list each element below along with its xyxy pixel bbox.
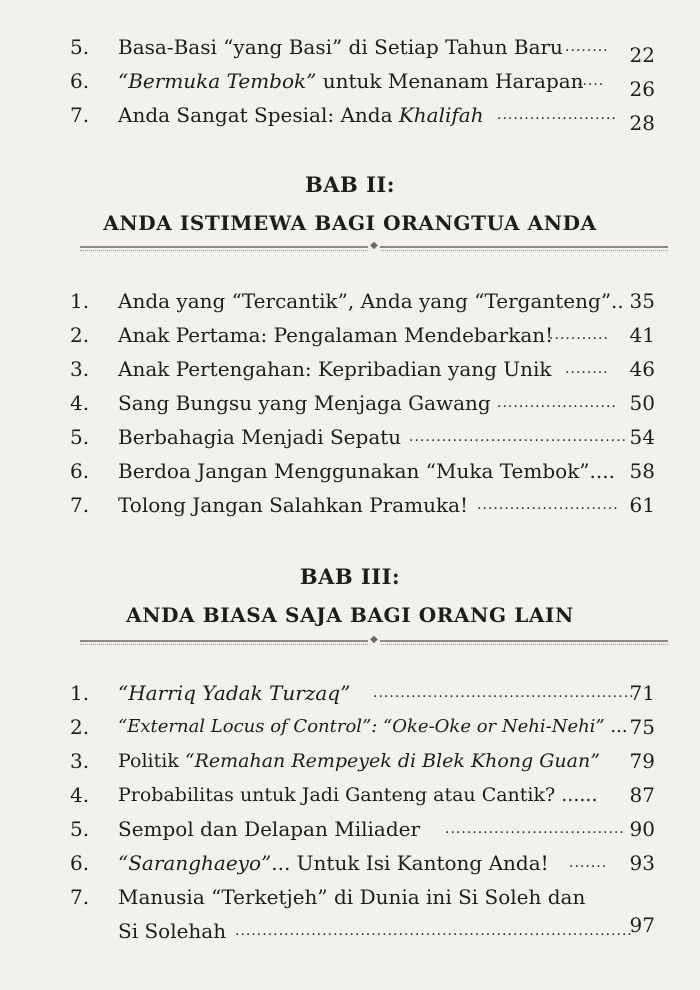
toc-entry[interactable]: 5. Berbahagia Menjadi Sepatu ........................................ 54	[70, 420, 655, 454]
leader-dots: .......	[569, 855, 608, 871]
toc-section-chapter2	[70, 284, 655, 522]
leader-dots: .........................................................................	[235, 923, 633, 939]
toc-entry[interactable]: 2. Anak Pertama: Pengalaman Mendebarkan! ........... 41	[70, 318, 655, 352]
toc-entry[interactable]: 7. Tolong Jangan Salahkan Pramuka! .......................... 61	[70, 488, 655, 522]
leader-dots: .....	[577, 73, 605, 89]
leader-dots: ........	[565, 39, 609, 55]
leader-dots: ........................................	[409, 429, 628, 445]
toc-entry[interactable]: 2. “External Locus of Control”: “Oke-Oke or Nehi-Nehi” ... 75	[70, 715, 655, 739]
leader-dots: ........	[565, 361, 609, 377]
chapter-label: BAB III:	[299, 564, 401, 589]
toc-entry[interactable]: 7. Manusia “Terketjeh” di Dunia ini Si Soleh dan Si Solehah ......................................................................... 97	[70, 880, 655, 948]
leader-dots: ..........................	[477, 497, 619, 513]
toc-entry[interactable]: 1. Anda yang “Tercantik”, Anda yang “Terganteng”.. 35	[70, 289, 655, 313]
toc-entry[interactable]: 3. Politik “Remahan Rempeyek di Blek Khong Guan” 79	[70, 749, 655, 773]
toc-section-chapter3	[70, 676, 655, 948]
chapter-heading	[0, 172, 700, 235]
divider-ornament-icon: ◆	[368, 634, 380, 645]
chapter-title: ANDA ISTIMEWA BAGI ORANGTUA ANDA	[103, 211, 597, 235]
chapter-label: BAB II:	[304, 172, 395, 197]
leader-dots: ...........	[549, 327, 609, 343]
toc-entry[interactable]: 1. “Harriq Yadak Turzaq” ................................................ 71	[70, 676, 655, 710]
toc-entry[interactable]: 5. Basa-Basi “yang Basi” di Setiap Tahun Baru ........ 22	[70, 30, 655, 64]
divider-ornament-icon: ◆	[368, 240, 380, 251]
toc-entry[interactable]: 5. Sempol dan Delapan Miliader ................................. 90	[70, 812, 655, 846]
toc-entry[interactable]: 6. “Bermuka Tembok” untuk Menanam Harapan ..... 26	[70, 64, 655, 98]
chapter-title: ANDA BIASA SAJA BAGI ORANG LAIN	[126, 603, 574, 627]
leader-dots: ......................	[497, 395, 617, 411]
ornamental-divider	[80, 634, 668, 648]
toc-entry[interactable]: 4. Sang Bungsu yang Menjaga Gawang ...................... 50	[70, 386, 655, 420]
toc-entry[interactable]: 4. Probabilitas untuk Jadi Ganteng atau Cantik? ...... 87	[70, 783, 655, 807]
toc-entry[interactable]: 3. Anak Pertengahan: Kepribadian yang Unik ........ 46	[70, 352, 655, 386]
toc-entry[interactable]: 7. Anda Sangat Spesial: Anda Khalifah ...................... 28	[70, 98, 655, 132]
leader-dots: .................................	[445, 821, 625, 837]
toc-entry[interactable]: 6. “Saranghaeyo”... Untuk Isi Kantong Anda! ....... 93	[70, 846, 655, 880]
chapter-heading	[0, 564, 700, 627]
toc-section-top	[70, 30, 655, 135]
leader-dots: ......................	[497, 107, 617, 123]
leader-dots: ................................................	[373, 685, 635, 701]
ornamental-divider	[80, 240, 668, 254]
toc-entry[interactable]: 6. Berdoa Jangan Menggunakan “Muka Tembok”.... 58	[70, 459, 655, 483]
